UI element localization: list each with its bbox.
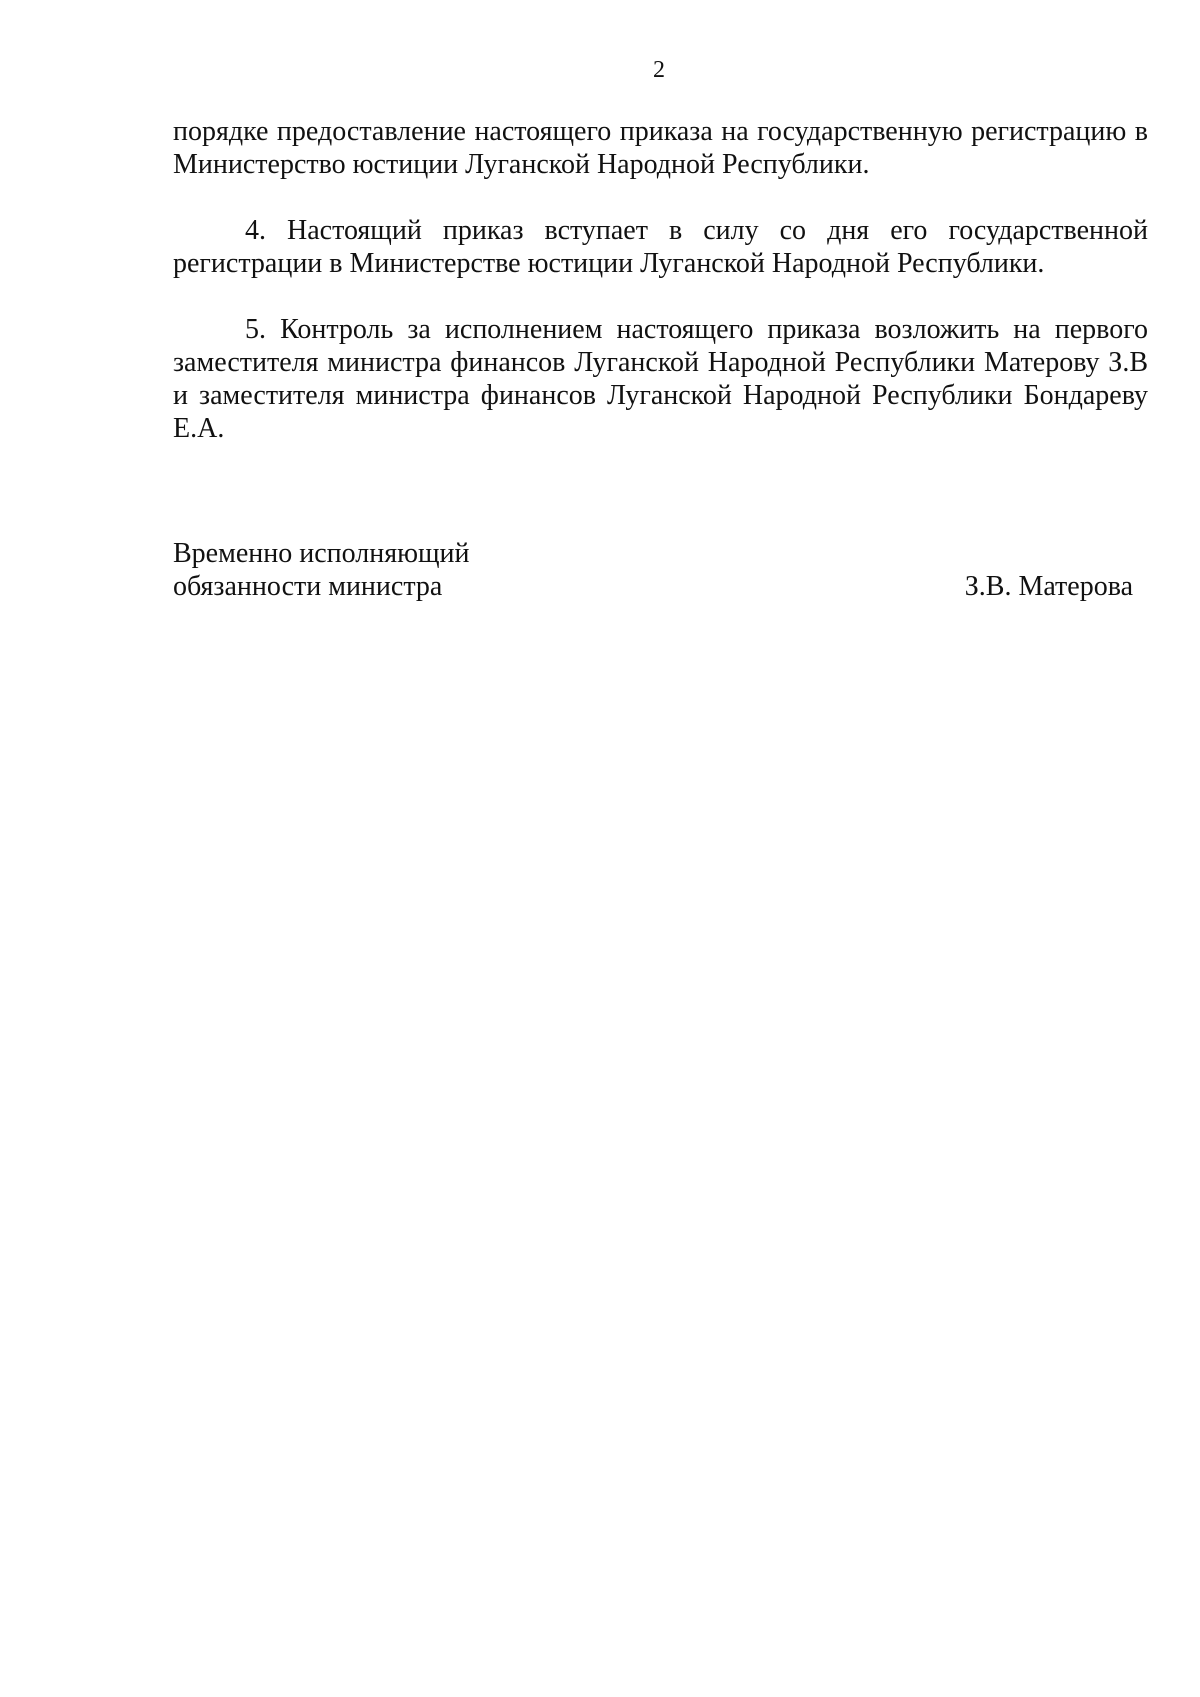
paragraph-item-4: 4. Настоящий приказ вступает в силу со дня его государственной регистрации в Министерстве юстиции Луганской Народной Республики. xyxy=(173,215,1148,279)
signature-block xyxy=(173,537,1133,603)
page-number: 2 xyxy=(653,57,665,83)
document-body xyxy=(173,115,1148,445)
signatory-position-line-2: обязанности министра xyxy=(173,571,443,602)
paragraph-continuation: порядке предоставление настоящего приказа на государственную регистрацию в Министерство юстиции Луганской Народной Республики. xyxy=(173,116,1148,180)
signature-row xyxy=(173,570,1133,603)
paragraph-item-5: 5. Контроль за исполнением настоящего приказа возложить на первого заместителя министра финансов Луганской Народной Республики Матерову З.В и заместителя министра финансов Луганской Народной Республики Бондареву Е.А. xyxy=(173,314,1148,444)
signatory-position-line-1: Временно исполняющий xyxy=(173,538,470,569)
signatory-name: З.В. Матерова xyxy=(964,571,1133,602)
